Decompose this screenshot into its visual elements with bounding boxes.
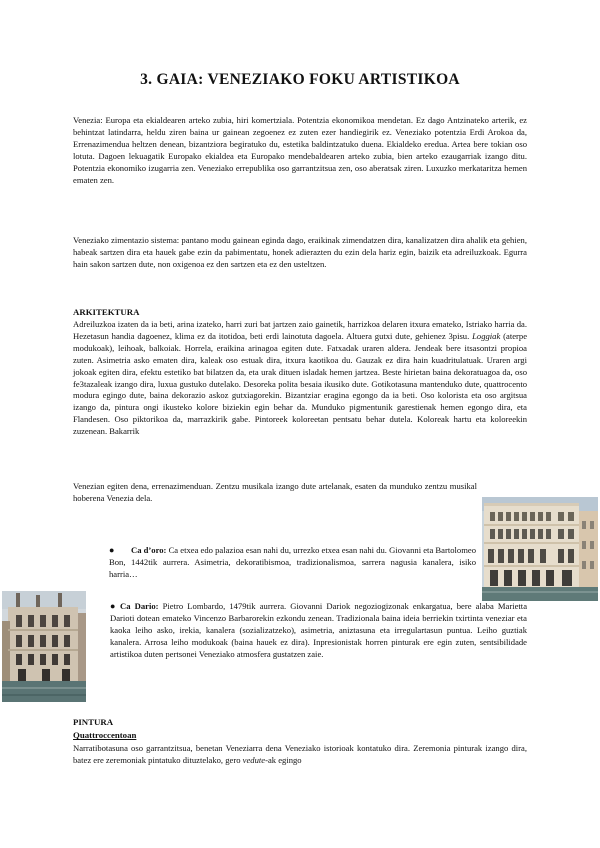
list-item-ca-doro	[109, 545, 476, 581]
bullet-dot: ●	[109, 545, 115, 555]
arkitektura-text-b: (aterpe modukoak), leihoak, balkoiak. Horrela, eraikina arinagoa egiten dute. Fatxadak uraren aldera. Jendeak bere itsasontzi propioa zuten. Asimetria asko ematen dira, kaleak oso estuak dira, itxura kaotikoa du. Gauzak ez dira hain kuadritulatuak. Uraren argi jokoak egiten dira, efektu estetiko bat bilatzen da, eta urak dituen isladak hemen jartzea. Beste hirietan baina dekoratuagoa da, oso fe3tazaleak izango dira, luxua gustuko dutelako. Desoreka polita besaia ikusiko dute. Gotikotasuna mantenduko dute, quattrocento modura egingo dute, baina dekorazio askoz gutxiagorekin. Bizantziar eragina egongo da ia beti. Oso kolorista eta oso argitsua izango da, pintura ongi ikusteko kolore biziekin egin behar da. Munduko pigmentunik garestienak hemen egongo dira, eta Flandesen. Oso piktorikoa da, marrazkirik gabe. Pintoreek koloreetan pentsatu behar dutela. Koloreak hartu eta koloreekin zuzenean. Bakarrik	[73, 330, 528, 437]
pintura-paragraph-1	[73, 743, 527, 767]
section-heading-pintura: PINTURA	[73, 717, 114, 727]
list-item-text: Pietro Lombardo, 1479tik aurrera. Giovanni Dariok negoziogizonak enkargatua, bere alaba Marietta Darioti dotean emateko Vincenzo Barbarorekin ezkondu zenean. Tradizionala baina ideia berriekin txirtinta veneziar eta kaoka leiho asko, irekia, kanalera (sozializatzeko), asimetria, aniztasuna eta irregulartasun puntua. Leiho guztiak kanalera. Arrosa leiho modukoak (baina hauek ez dira). Inpresionistak horren pinturak ere egin zuten, sentsibilidade artistikoa duten pertsonei Veneziako atmosfera gustatzen zaie.	[110, 601, 528, 659]
arkitektura-paragraph-2: Venezian egiten dena, errenazimenduan. Zentzu musikala izango dute artelanak, esaten da munduko zentzu musikal hoberena Venezia dela.	[73, 481, 477, 503]
subheading-quattroccentoan: Quattroccentoan	[73, 730, 137, 740]
list-item-label: Ca d’oro:	[131, 545, 167, 555]
arkitektura-text-a: Adreiluzkoa izaten da ia beti, arina izateko, harri zuri bat jartzen zaio gainetik, harrizkoa delaren itxura emateko, Istriako harria da. Hezetasun handia dagoenez, klima ez da itotidoa, beti erdi lainotuta dagoela. Altuera gutxi dute, gehienez 3pisu.	[73, 319, 527, 341]
list-item-label: Ca Dario:	[120, 601, 159, 611]
ca-dario-photo	[2, 591, 86, 702]
pintura-term-vedute: vedute	[242, 754, 266, 765]
list-item-ca-dario	[110, 601, 527, 661]
intro-paragraph-1: Venezia: Europa eta ekialdearen arteko zubia, hiri komertziala. Potentzia ekonomikoa mendetan. Ez dago Antzinateko arterik, ez behintzat latindarra, heldu ziren baina ur gainean zegoenez ez zuten ezer handiegirik ez. Veneziako potentzia Erdi Arokoa da, Errenazimendua heltzen denean, bizantziora begiratuko du, estetika baldintzatuko duena. Ekialdeko eredua. Artea bere tokian oso lotuta. Dagoen lekuagatik Europako ekialdea eta Europako mendebaldearen arteko zubia, bien arteko ezaugarriak izango ditu. Potentzia ekonomiko izugarria zen. Veneziako errepublika oso garrantzitsua zen, oso aberatsak ziren. Luxuzko merkataritza hemen ematen zen.	[73, 115, 527, 185]
bullet-dot: ●	[110, 601, 116, 611]
ca-doro-photo	[482, 497, 598, 601]
page-title: 3. GAIA: VENEZIAKO FOKU ARTISTIKOA	[140, 71, 460, 88]
intro-paragraph-2: Veneziako zimentazio sistema: pantano modu gainean eginda dago, eraikinak zimendatzen dira, kanalizatzen dira ahalik eta gehien, habeak sartzen dira eta hauek gabe ezin da pabimentatu, honek adierazten du ezin dela hariz egin, baizik eta adreiluzkoak. Egurra hain sakon sartzen dute, non oxigenoa ez den sartzen eta ez den usteltzen.	[73, 235, 527, 269]
section-heading-arkitektura: ARKITEKTURA	[73, 307, 140, 317]
arkitektura-term-loggiak: Loggiak	[472, 330, 501, 341]
arkitektura-paragraph-1	[73, 319, 527, 438]
pintura-text-b: -ak egingo	[265, 754, 302, 765]
list-item-text: Ca etxea edo palazioa esan nahi du, urrezko etxea esan nahi du. Giovanni eta Bartolomeo Bon, 1442tik aurrera. Asimetria, dekoratibismoa, tradizionalismoa, sarrera nagusia kanalera, isiko harria…	[109, 545, 476, 579]
pintura-text-a: Narratibotasuna oso garrantzitsua, benetan Veneziarra dena Veneziako istorioak kontatuko dira. Zeremonia pinturak izango dira, batez ere zeremoniak pintatuko dituztelako, gero	[73, 743, 527, 765]
